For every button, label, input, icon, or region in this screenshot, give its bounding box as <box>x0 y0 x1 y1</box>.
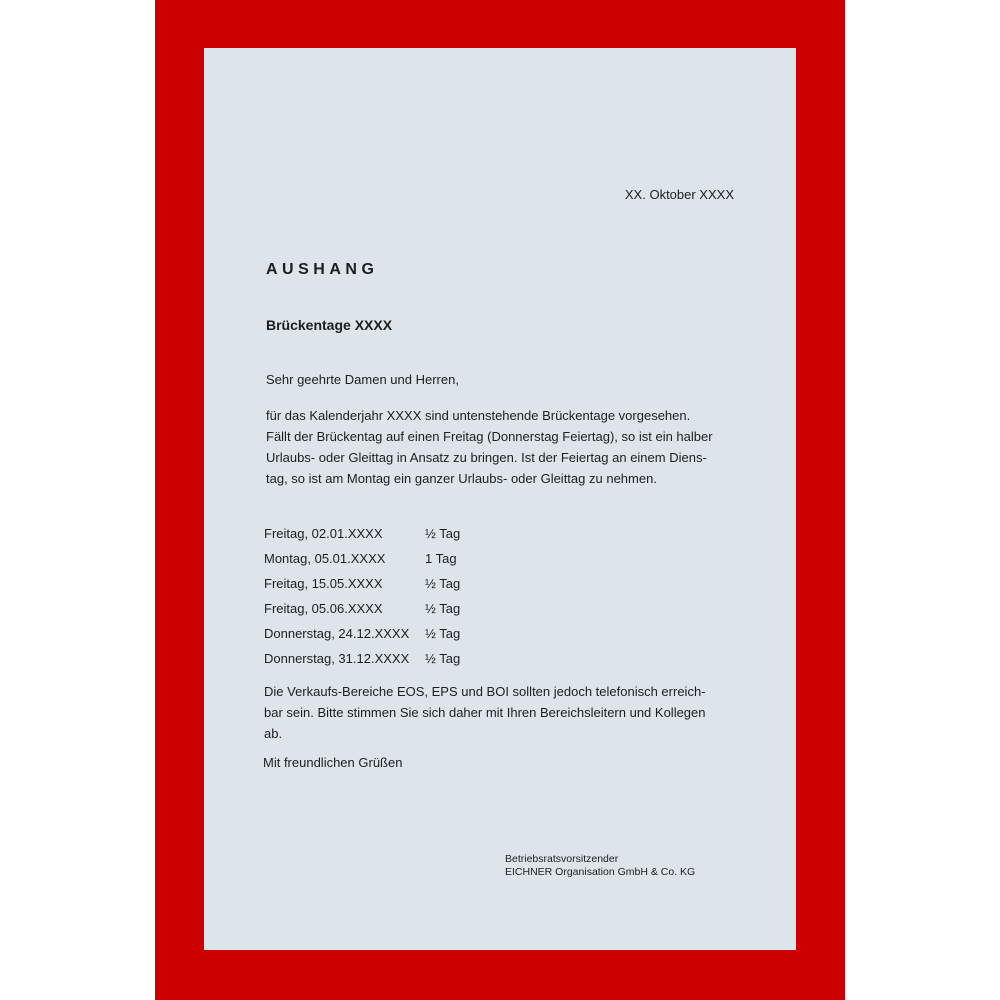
closing-phrase: Mit freundlichen Grüßen <box>263 755 403 770</box>
note-line: Die Verkaufs-Bereiche EOS, EPS und BOI sollten jedoch telefonisch erreich- <box>264 684 706 699</box>
notice-subject: Brückentage XXXX <box>266 317 393 333</box>
bridge-day-amount: ½ Tag <box>425 601 461 616</box>
bridge-day-date: Freitag, 02.01.XXXX <box>264 526 383 541</box>
notice-sheet <box>204 48 796 950</box>
bridge-day-date: Montag, 05.01.XXXX <box>264 551 386 566</box>
intro-paragraph <box>266 405 736 489</box>
bridge-day-amount: ½ Tag <box>425 626 461 641</box>
bridge-day-date: Donnerstag, 24.12.XXXX <box>264 626 410 641</box>
signature-role: Betriebsratsvorsitzender <box>505 853 619 865</box>
salutation: Sehr geehrte Damen und Herren, <box>266 372 459 387</box>
intro-line: für das Kalenderjahr XXXX sind untenstehende Brückentage vorgesehen. <box>266 408 691 423</box>
bridge-day-amount: ½ Tag <box>425 526 461 541</box>
intro-line: Urlaubs- oder Gleittag in Ansatz zu bringen. Ist der Feiertag an einem Diens- <box>266 450 707 465</box>
bridge-day-amount: ½ Tag <box>425 576 461 591</box>
intro-line: Fällt der Brückentag auf einen Freitag (Donnerstag Feiertag), so ist ein halber <box>266 429 713 444</box>
intro-line: tag, so ist am Montag ein ganzer Urlaubs- oder Gleittag zu nehmen. <box>266 471 657 486</box>
bridge-day-date: Freitag, 15.05.XXXX <box>264 576 383 591</box>
signature-block <box>505 853 695 879</box>
note-paragraph <box>264 681 706 744</box>
letter-date: XX. Oktober XXXX <box>624 187 734 202</box>
bridge-day-date: Donnerstag, 31.12.XXXX <box>264 651 410 666</box>
note-line: bar sein. Bitte stimmen Sie sich daher mit Ihren Bereichsleitern und Kollegen <box>264 705 706 720</box>
notice-title: AUSHANG <box>266 261 379 278</box>
bridge-day-date: Freitag, 05.06.XXXX <box>264 601 383 616</box>
signature-company: EICHNER Organisation GmbH & Co. KG <box>505 866 696 878</box>
bridge-day-amount: ½ Tag <box>425 651 461 666</box>
bridge-day-amount: 1 Tag <box>425 551 457 566</box>
note-line: ab. <box>264 726 283 741</box>
